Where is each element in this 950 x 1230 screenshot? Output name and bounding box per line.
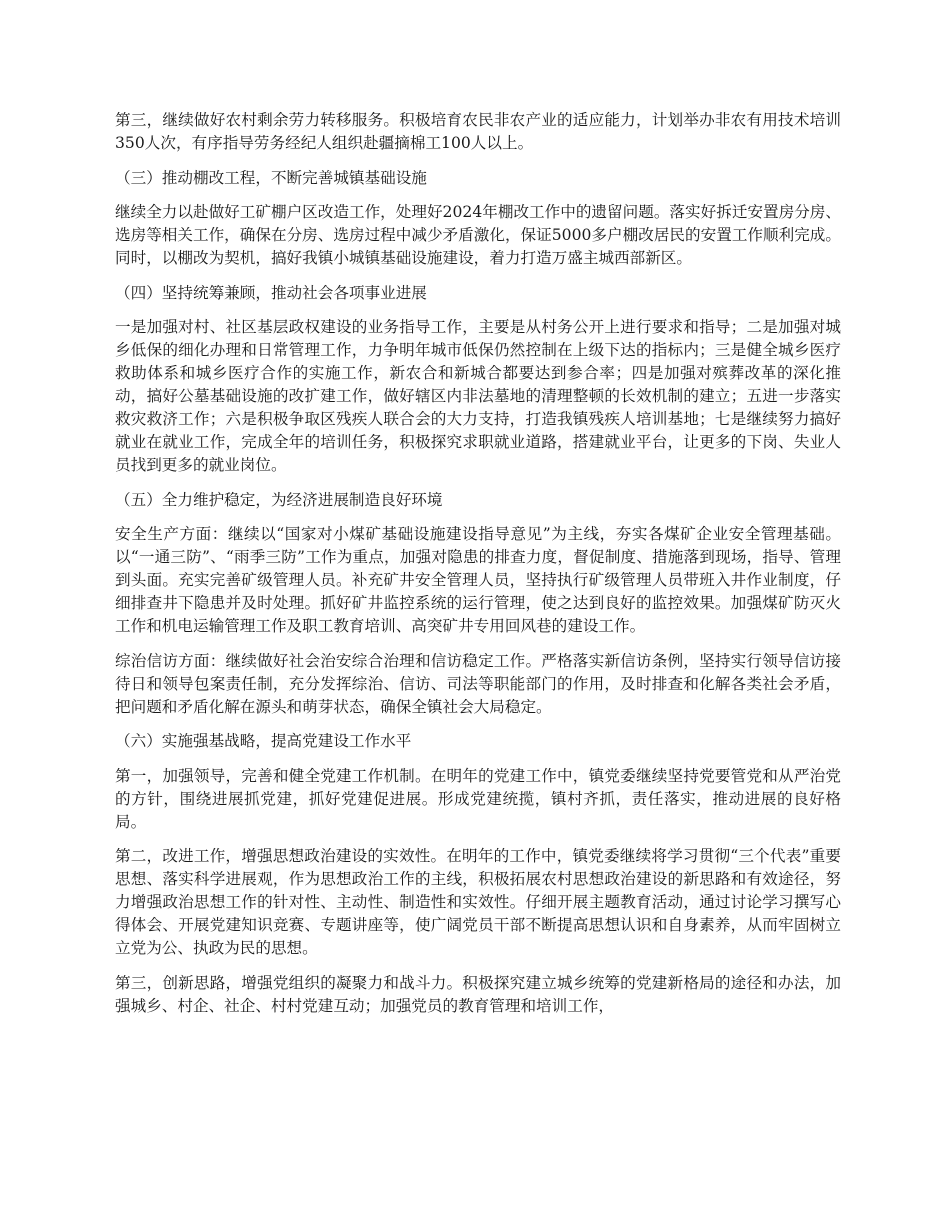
section-heading-party-building: （六）实施强基战略，提高党建设工作水平	[115, 732, 412, 750]
paragraph-shantytown-renovation: 继续全力以赴做好工矿棚户区改造工作，处理好2024年棚改工作中的遗留问题。落实好拆迁安置房分房、选房等相关工作，确保在分房、选房过程中减少矛盾激化，保证5000多户棚改居民的安置工作顺利完成。同时，以棚改为契机，搞好我镇小城镇基础设施建设，着力打造万盛主城西部新区。	[115, 203, 841, 267]
paragraph-labor-transfer: 第三，继续做好农村剩余劳力转移服务。积极培育农民非农产业的适应能力，计划举办非农有用技术培训350人次，有序指导劳务经纪人组织赴疆摘棉工100人以上。	[115, 111, 841, 152]
section-heading-stability: （五）全力维护稳定，为经济进展制造良好环境	[115, 490, 443, 509]
section-heading-shantytown: （三）推动棚改工程，不断完善城镇基础设施	[115, 168, 427, 187]
paragraph-social-affairs: 一是加强对村、社区基层政权建设的业务指导工作，主要是从村务公开上进行要求和指导；二是加强对城乡低保的细化办理和日常管理工作，力争明年城市低保仍然控制在上级下达的指标内；三是健全城乡医疗救助体系和城乡医疗合作的实施工作，新农合和新城合都要达到参合率；四是加强对殡葬改革的深化推动，搞好公墓基础设施的改扩建工作，做好辖区内非法墓地的清理整顿的长效机制的建立；五进一步落实救灾救济工作；六是积极争取区残疾人联合会的大力支持，打造我镇残疾人培训基地；七是继续努力搞好就业在就业工作，完成全年的培训任务，积极探究求职就业道路，搭建就业平台，让更多的下岗、失业人员找到更多的就业岗位。	[115, 318, 841, 474]
paragraph-ideological-work: 第二，改进工作，增强思想政治建设的实效性。在明年的工作中，镇党委继续将学习贯彻“三个代表”重要思想、落实科学进展观，作为思想政治工作的主线，积极拓展农村思想政治建设的新思路和有效途径，努力增强政治思想工作的针对性、主动性、制造性和实效性。仔细开展主题教育活动，通过讨论学习撰写心得体会、开展党建知识竞赛、专题讲座等，使广阔党员干部不断提高思想认识和自身素养，从而牢固树立立党为公、执政为民的思想。	[115, 847, 841, 957]
paragraph-innovation: 第三，创新思路，增强党组织的凝聚力和战斗力。积极探究建立城乡统筹的党建新格局的途径和办法，加强城乡、村企、社企、村村党建互动；加强党员的教育管理和培训工作，	[115, 973, 841, 1015]
paragraph-party-leadership: 第一，加强领导，完善和健全党建工作机制。在明年的党建工作中，镇党委继续坚持党要管党和从严治党的方针，围绕进展抓党建，抓好党建促进展。形成党建统揽，镇村齐抓，责任落实，推动进展的良好格局。	[115, 766, 841, 831]
paragraph-safety-production: 安全生产方面：继续以“国家对小煤矿基础设施建设指导意见”为主线，夯实各煤矿企业安全管理基础。以“一通三防”、“雨季三防”工作为重点，加强对隐患的排查力度，督促制度、措施落到现场，指导、管理到头面。充实完善矿级管理人员。补充矿井安全管理人员，坚持执行矿级管理人员带班入井作业制度，仔细排查井下隐患并及时处理。抓好矿井监控系统的运行管理，使之达到良好的监控效果。加强煤矿防灭火工作和机电运输管理工作及职工教育培训、高突矿井专用回风巷的建设工作。	[115, 525, 841, 635]
section-heading-social-affairs: （四）坚持统筹兼顾，推动社会各项事业进展	[115, 283, 427, 302]
document-page	[115, 109, 841, 1029]
paragraph-petition-work: 综治信访方面：继续做好社会治安综合治理和信访稳定工作。严格落实新信访条例，坚持实行领导信访接待日和领导包案责任制，充分发挥综治、信访、司法等职能部门的作用，及时排查和化解各类社会矛盾，把问题和矛盾化解在源头和萌芽状态，确保全镇社会大局稳定。	[115, 651, 841, 716]
